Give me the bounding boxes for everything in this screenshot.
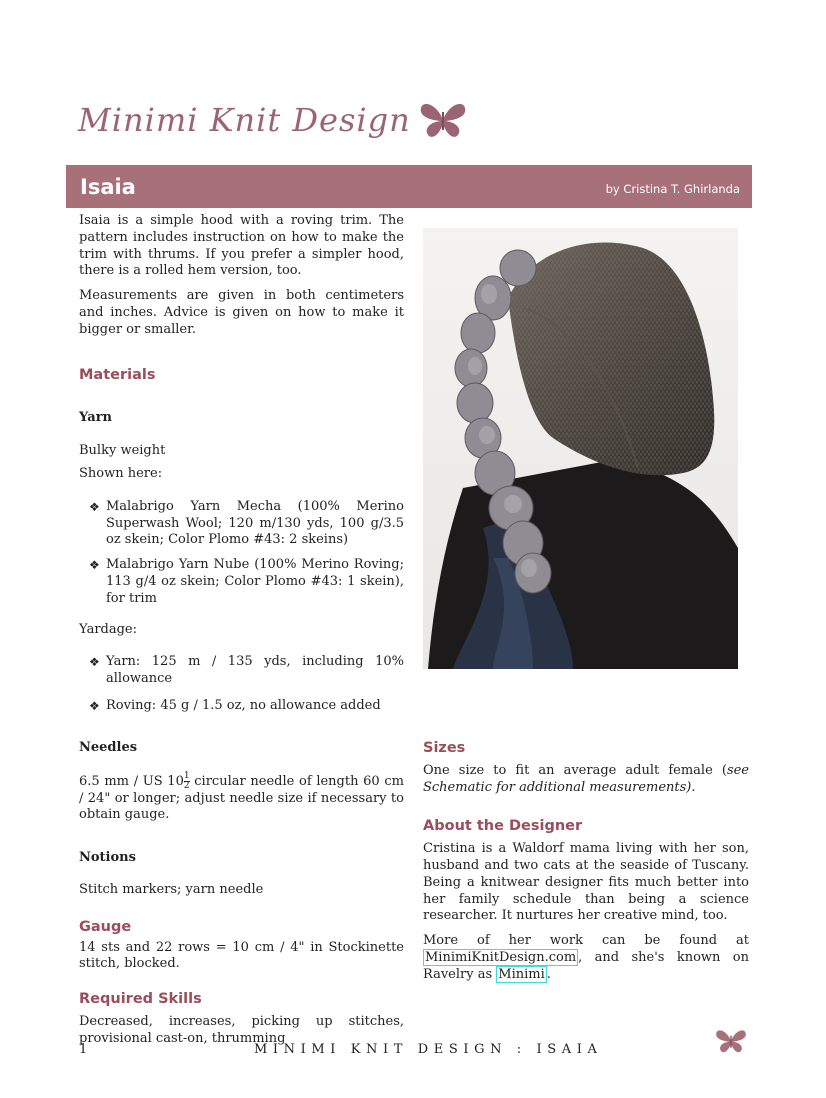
yarn-shown-here: Shown here: bbox=[79, 465, 163, 481]
title-bar bbox=[66, 165, 752, 208]
intro-paragraph-2: Measurements are given in both centimeters and inches. Advice is given on how to make it bigger or smaller. bbox=[79, 288, 404, 337]
designer-bio: Cristina is a Waldorf mama living with her son, husband and two cats at the seaside of Tuscany. Being a knitwear designer fits much better into her family schedule than being a science researcher. It nurtures her creative mind, too. bbox=[423, 841, 749, 924]
right-column bbox=[423, 740, 749, 992]
skills-text: Decreased, increases, picking up stitches, provisional cast-on, thrumming bbox=[79, 1013, 404, 1046]
notions-heading: Notions bbox=[79, 850, 136, 866]
designer-heading: About the Designer bbox=[423, 818, 583, 835]
intro-paragraph-1: Isaia is a simple hood with a roving trim. The pattern includes instruction on how to make the trim with thrums. If you prefer a simpler hood, there is a rolled hem version, too. bbox=[79, 213, 404, 279]
hood-photo-illustration bbox=[423, 228, 738, 669]
list-item: ❖ Malabrigo Yarn Mecha (100% Merino Superwash Wool; 120 m/130 yds, 100 g/3.5 oz skein; Color Plomo #43: 2 skeins) bbox=[79, 499, 404, 549]
list-item: ❖ Malabrigo Yarn Nube (100% Merino Roving; 113 g/4 oz skein; Color Plomo #43: 1 skein), for trim bbox=[79, 557, 404, 607]
pattern-author: by Cristina T. Ghirlanda bbox=[605, 181, 740, 196]
needles-heading: Needles bbox=[79, 739, 138, 755]
website-link[interactable]: MinimiKnitDesign.com bbox=[425, 949, 577, 965]
page-number: 1 bbox=[79, 1042, 88, 1057]
sizes-note: see Schematic for additional measurements). bbox=[423, 762, 749, 795]
needles-fraction: $\frac{1}{2}$ bbox=[183, 770, 190, 791]
list-item: ❖ Yarn: 125 m / 135 yds, including 10% allowance bbox=[79, 654, 404, 688]
needles-description: circular needle of length 60 cm / 24" or longer; adjust needle size if necessary to obtain gauge. bbox=[79, 773, 404, 823]
sizes-heading: Sizes bbox=[423, 740, 466, 756]
yarn-heading: Yarn bbox=[79, 410, 112, 426]
yardage-label: Yardage: bbox=[79, 621, 138, 637]
list-item: ❖ Roving: 45 g / 1.5 oz, no allowance added bbox=[79, 698, 404, 715]
hood-photo bbox=[423, 228, 738, 669]
logo-text: Minimi Knit Design bbox=[78, 101, 411, 139]
page-footer bbox=[79, 1042, 749, 1062]
designer-more: More of her work can be found at MinimiKnitDesign.com , and she's known on Ravelry as Minimi . bbox=[423, 933, 749, 982]
pattern-title: Isaia bbox=[80, 174, 136, 199]
yarn-list bbox=[79, 499, 404, 608]
yarn-weight: Bulky weight bbox=[79, 443, 166, 459]
yardage-list bbox=[79, 654, 404, 714]
gauge-text: 14 sts and 22 rows = 10 cm / 4" in Stockinette stitch, blocked. bbox=[79, 939, 404, 972]
notions-text: Stitch markers; yarn needle bbox=[79, 881, 264, 897]
butterfly-icon bbox=[419, 100, 467, 140]
needles-size: 6.5 mm / US 10 bbox=[79, 773, 184, 789]
gauge-heading: Gauge bbox=[79, 918, 132, 935]
skills-heading: Required Skills bbox=[79, 991, 202, 1008]
left-column bbox=[79, 213, 404, 1056]
materials-heading: Materials bbox=[79, 366, 156, 383]
brand-logo bbox=[78, 100, 467, 140]
needles-text bbox=[79, 772, 404, 825]
sizes-text: One size to fit an average adult female (see Schematic for additional measurements). bbox=[423, 762, 749, 795]
ravelry-link[interactable]: Minimi bbox=[498, 966, 545, 982]
running-title: MINIMI KNIT DESIGN : ISAIA bbox=[254, 1042, 603, 1057]
butterfly-icon bbox=[715, 1027, 747, 1055]
